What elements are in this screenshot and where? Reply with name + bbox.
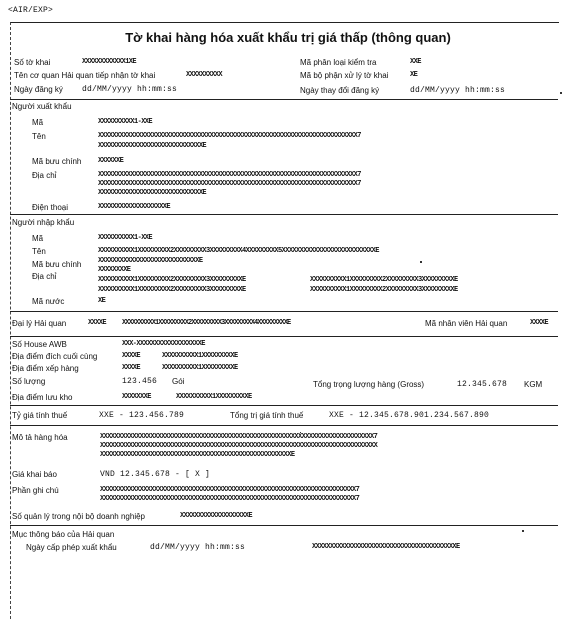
importer-ma-buu-chinh-label: Mã bưu chính [32, 260, 82, 269]
exporter-ten-line1: XXXXXXXXXXXXXXXXXXXXXXXXXXXXXXXXXXXXXXXXXXXXXXXXXXXXXXXXXXXXXXXXXXXXXXXX7 [98, 132, 361, 140]
dai-ly-name: XXXXXXXXXX1XXXXXXXXX2XXXXXXXXX3XXXXXXXXX4XXXXXXXXXE [122, 319, 291, 327]
ghi-chu-line1: XXXXXXXXXXXXXXXXXXXXXXXXXXXXXXXXXXXXXXXXXXXXXXXXXXXXXXXXXXXXXXXXXXXXXXX7 [100, 486, 360, 494]
divider [10, 405, 558, 406]
dia-diem-xep-label: Địa điểm xếp hàng [12, 364, 79, 373]
dia-diem-xep-code: XXXXE [122, 364, 141, 372]
dai-ly-label: Đại lý Hải quan [12, 319, 67, 328]
exporter-dien-thoai-label: Điện thoại [32, 203, 69, 212]
importer-ma-nuoc-label: Mã nước [32, 297, 65, 306]
exporter-dia-chi-line3: XXXXXXXXXXXXXXXXXXXXXXXXXXXXXE [98, 189, 207, 197]
importer-ten-label: Tên [32, 247, 46, 256]
mo-ta-line1: XXXXXXXXXXXXXXXXXXXXXXXXXXXXXXXXXXXXXXXXXXXXXXXXXXXXXXXXXXXXXXXXXXXXXXXXXXXX7 [100, 433, 378, 441]
notice-value: XXXXXXXXXXXXXXXXXXXXXXXXXXXXXXXXXXXXXXXXE [312, 543, 460, 551]
so-to-khai-value: XXXXXXXXXXXX1XE [82, 58, 137, 66]
so-house-value: XXX-XXXXXXXXXXXXXXXXXXE [122, 340, 205, 348]
exporter-ma-value: XXXXXXXXXX1-XXE [98, 118, 153, 126]
exporter-section-label: Người xuất khẩu [12, 102, 72, 111]
divider [10, 525, 558, 526]
importer-ma-buu-chinh-value: XXXXXXXXE [98, 266, 131, 274]
importer-dia-chi-line2a: XXXXXXXXXX1XXXXXXXXX2XXXXXXXXX3XXXXXXXXXE [98, 286, 246, 294]
header-tag: <AIR/EXP> [8, 6, 54, 15]
exporter-dia-chi-label: Địa chỉ [32, 171, 57, 180]
ngay-dang-ky-value: dd/MM/yyyy hh:mm:ss [82, 85, 178, 94]
ngay-thay-doi-label: Ngày thay đổi đăng ký [300, 86, 380, 95]
exporter-ma-buu-chinh-value: XXXXXXE [98, 157, 124, 165]
ten-co-quan-value: XXXXXXXXXX [186, 71, 223, 79]
exporter-ma-buu-chinh-label: Mã bưu chính [32, 157, 82, 166]
mo-ta-line3: XXXXXXXXXXXXXXXXXXXXXXXXXXXXXXXXXXXXXXXXXXXXXXXXXXXXXE [100, 451, 295, 459]
page-title: Tờ khai hàng hóa xuất khẩu trị giá thấp (thông quan) [125, 30, 451, 45]
ngay-thay-doi-value: dd/MM/yyyy hh:mm:ss [410, 86, 506, 95]
muc-thong-bao-label: Mục thông báo của Hải quan [12, 530, 115, 539]
importer-dia-chi-line2b: XXXXXXXXXX1XXXXXXXXX2XXXXXXXXX3XXXXXXXXXE [310, 286, 458, 294]
dia-diem-luu-code: XXXXXXXE [122, 393, 151, 401]
scan-speck [522, 530, 524, 532]
ma-phan-loai-value: XXE [410, 58, 421, 66]
tong-trong-luong-label: Tổng trọng lượng hàng (Gross) [313, 380, 425, 389]
divider [10, 214, 558, 215]
phan-ghi-chu-label: Phần ghi chú [12, 486, 59, 495]
so-quan-ly-value: XXXXXXXXXXXXXXXXXXXE [180, 512, 253, 520]
importer-dia-chi-label: Địa chỉ [32, 272, 57, 281]
dia-diem-luu-label: Địa điểm lưu kho [12, 393, 73, 402]
importer-ten-line1: XXXXXXXXXX1XXXXXXXXX2XXXXXXXXX3XXXXXXXXX4XXXXXXXXX5XXXXXXXXXXXXXXXXXXXXXXXXXXE [98, 247, 379, 255]
scan-speck [420, 261, 422, 263]
tong-trong-luong-unit: KGM [524, 380, 543, 389]
ma-phan-loai-label: Mã phân loại kiểm tra [300, 58, 377, 67]
divider [10, 336, 558, 337]
so-house-label: Số House AWB [12, 340, 67, 349]
ma-bo-phan-value: XE [410, 71, 418, 79]
ty-gia-value: XXE - 123.456.789 [99, 411, 185, 420]
dia-diem-xep-name: XXXXXXXXXX1XXXXXXXXXE [162, 364, 238, 372]
exporter-ten-label: Tên [32, 132, 46, 141]
dia-diem-dich-label: Địa điểm đích cuối cùng [12, 352, 98, 361]
ngay-cap-phep-value: dd/MM/yyyy hh:mm:ss [150, 543, 246, 552]
exporter-dien-thoai-value: XXXXXXXXXXXXXXXXXXXE [98, 203, 171, 211]
gia-khai-bao-label: Giá khai báo [12, 470, 57, 479]
dia-diem-dich-name: XXXXXXXXXX1XXXXXXXXXE [162, 352, 238, 360]
exporter-dia-chi-line1: XXXXXXXXXXXXXXXXXXXXXXXXXXXXXXXXXXXXXXXXXXXXXXXXXXXXXXXXXXXXXXXXXXXXXXXX7 [98, 171, 361, 179]
ten-co-quan-label: Tên cơ quan Hải quan tiếp nhận tờ khai [14, 71, 156, 80]
divider [10, 425, 558, 426]
importer-dia-chi-line1a: XXXXXXXXXX1XXXXXXXXX2XXXXXXXXX3XXXXXXXXXE [98, 276, 246, 284]
ngay-cap-phep-label: Ngày cấp phép xuất khẩu [26, 543, 117, 552]
ma-nhan-vien-label: Mã nhân viên Hải quan [425, 319, 508, 328]
scan-speck [560, 92, 562, 94]
divider [10, 99, 558, 100]
ngay-dang-ky-label: Ngày đăng ký [14, 85, 63, 94]
importer-dia-chi-line1b: XXXXXXXXXX1XXXXXXXXX2XXXXXXXXX3XXXXXXXXXE [310, 276, 458, 284]
so-to-khai-label: Số tờ khai [14, 58, 51, 67]
so-quan-ly-label: Số quản lý trong nội bộ doanh nghiệp [12, 512, 145, 521]
importer-ma-label: Mã [32, 234, 44, 243]
mo-ta-line2: XXXXXXXXXXXXXXXXXXXXXXXXXXXXXXXXXXXXXXXXXXXXXXXXXXXXXXXXXXXXXXXXXXXXXXXXXXXXX [100, 442, 378, 450]
tong-trong-luong-value: 12.345.678 [457, 380, 508, 389]
ghi-chu-line2: XXXXXXXXXXXXXXXXXXXXXXXXXXXXXXXXXXXXXXXXXXXXXXXXXXXXXXXXXXXXXXXXXXXXXXX7 [100, 495, 360, 503]
importer-ma-nuoc-value: XE [98, 297, 106, 305]
scan-speck [300, 432, 301, 433]
gia-khai-bao-value: VND 12.345.678 - [ X ] [100, 470, 211, 479]
ma-nhan-vien-value: XXXXE [530, 319, 549, 327]
so-luong-label: Số lượng [12, 377, 46, 386]
divider [10, 311, 558, 312]
importer-ten-line2: XXXXXXXXXXXXXXXXXXXXXXXXXXXXE [98, 257, 203, 265]
exporter-ma-label: Mã [32, 118, 44, 127]
tong-tri-gia-value: XXE - 12.345.678.901.234.567.890 [329, 411, 490, 420]
ma-bo-phan-label: Mã bộ phận xử lý tờ khai [300, 71, 389, 80]
ty-gia-label: Tỷ giá tính thuế [12, 411, 68, 420]
mo-ta-label: Mô tả hàng hóa [12, 433, 68, 442]
importer-ma-value: XXXXXXXXXX1-XXE [98, 234, 153, 242]
so-luong-unit: Gói [172, 377, 185, 386]
importer-section-label: Người nhập khẩu [12, 218, 75, 227]
exporter-dia-chi-line2: XXXXXXXXXXXXXXXXXXXXXXXXXXXXXXXXXXXXXXXXXXXXXXXXXXXXXXXXXXXXXXXXXXXXXXXX7 [98, 180, 361, 188]
exporter-ten-line2: XXXXXXXXXXXXXXXXXXXXXXXXXXXXXE [98, 142, 207, 150]
so-luong-value: 123.456 [122, 377, 158, 386]
tong-tri-gia-label: Tổng trị giá tính thuế [230, 411, 304, 420]
dai-ly-value: XXXXE [88, 319, 107, 327]
dia-diem-luu-name: XXXXXXXXXX1XXXXXXXXXE [176, 393, 252, 401]
dia-diem-dich-code: XXXXE [122, 352, 141, 360]
